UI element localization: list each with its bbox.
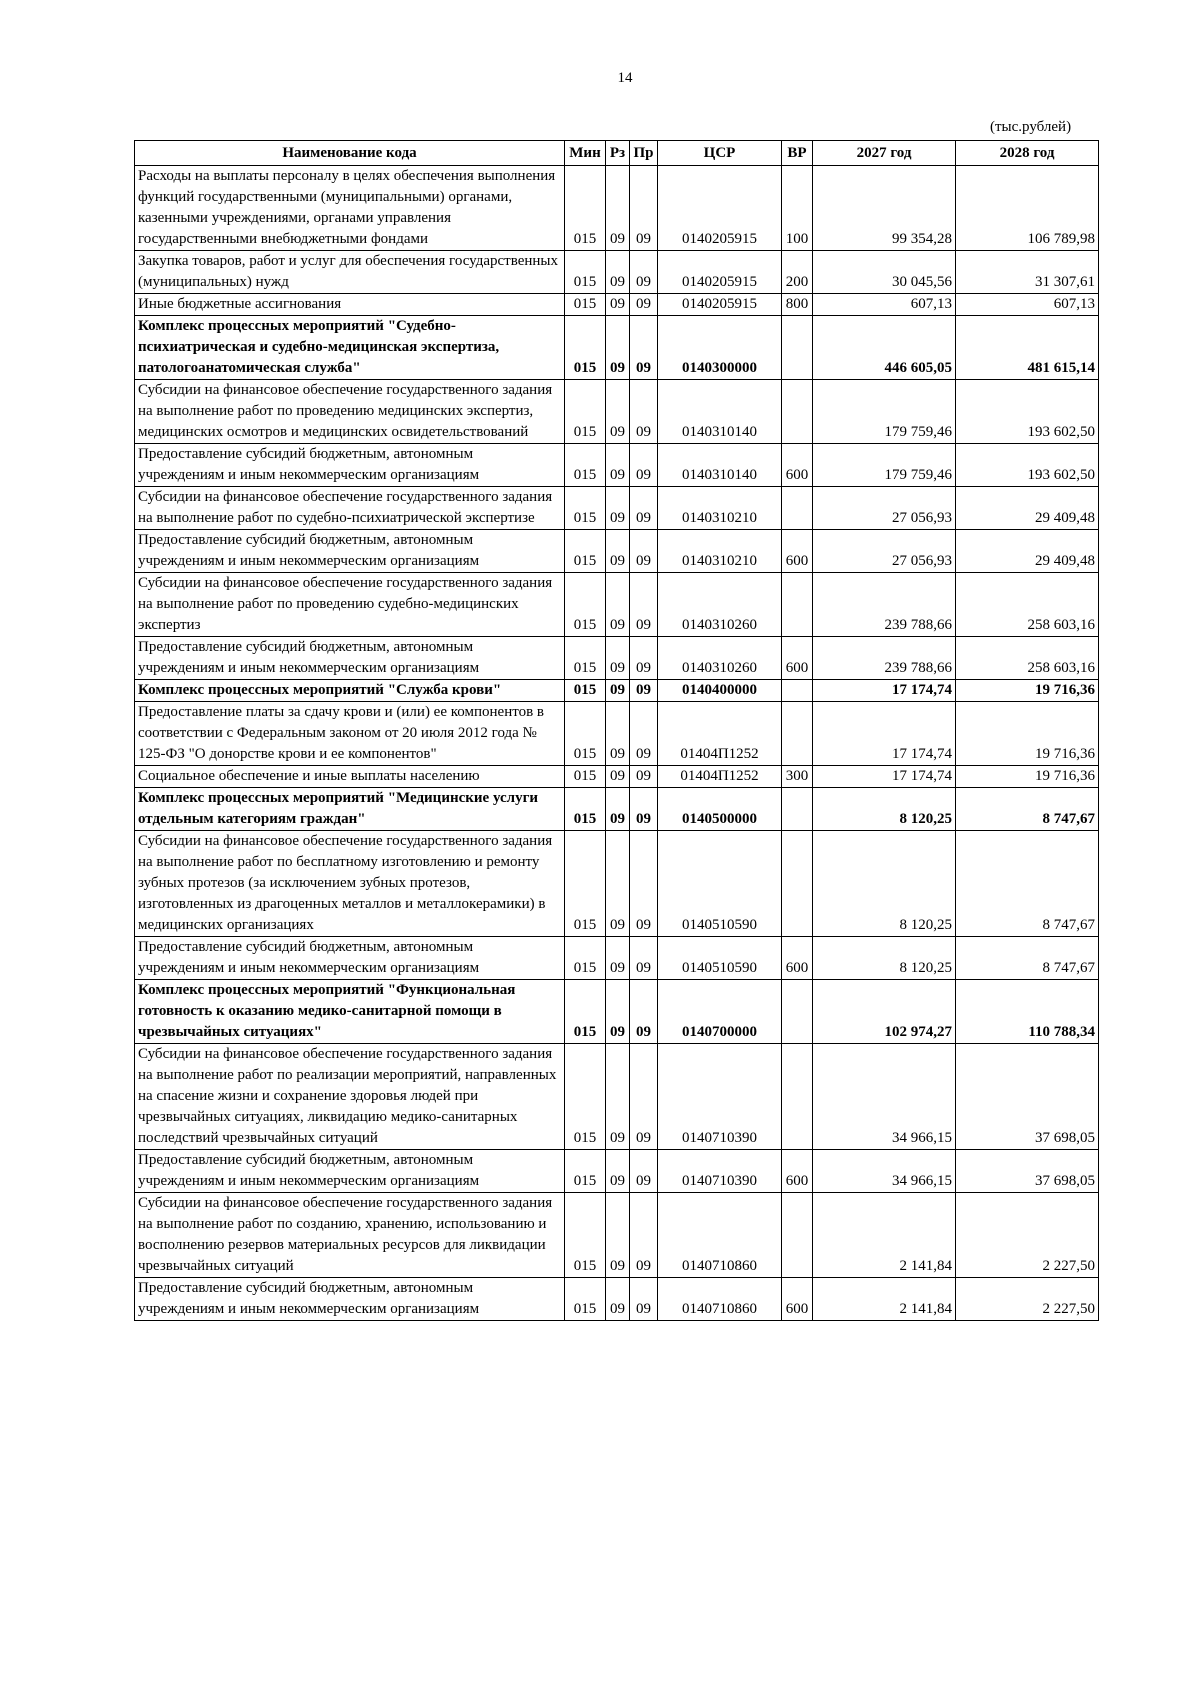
cell-name: Предоставление субсидий бюджетным, автономным учреждениям и иным некоммерческим организациям <box>135 444 565 487</box>
cell-name: Предоставление субсидий бюджетным, автономным учреждениям и иным некоммерческим организациям <box>135 637 565 680</box>
cell-2027: 239 788,66 <box>813 637 956 680</box>
cell-vr <box>782 380 813 444</box>
cell-min: 015 <box>565 937 606 980</box>
cell-pr: 09 <box>630 316 658 380</box>
cell-csr: 0140310210 <box>658 530 782 573</box>
cell-csr: 0140710390 <box>658 1044 782 1150</box>
cell-min: 015 <box>565 251 606 294</box>
cell-name: Субсидии на финансовое обеспечение государственного задания на выполнение работ по реализации мероприятий, направленных на спасение жизни и сохранение здоровья людей при чрезвычайных ситуациях, ликвидацию медико-санитарных последствий чрезвычайных ситуаций <box>135 1044 565 1150</box>
cell-pr: 09 <box>630 380 658 444</box>
cell-name: Комплекс процессных мероприятий "Служба крови" <box>135 680 565 702</box>
cell-min: 015 <box>565 166 606 251</box>
cell-2028: 110 788,34 <box>956 980 1099 1044</box>
table-row <box>135 788 1099 831</box>
cell-name: Субсидии на финансовое обеспечение государственного задания на выполнение работ по бесплатному изготовлению и ремонту зубных протезов (за исключением зубных протезов, изготовленных из драгоценных металлов и металлокерамики) в медицинских организациях <box>135 831 565 937</box>
cell-csr: 0140510590 <box>658 831 782 937</box>
cell-pr: 09 <box>630 637 658 680</box>
cell-vr <box>782 702 813 766</box>
cell-vr: 600 <box>782 530 813 573</box>
cell-2028: 193 602,50 <box>956 444 1099 487</box>
cell-rz: 09 <box>606 380 630 444</box>
cell-rz: 09 <box>606 530 630 573</box>
cell-2027: 179 759,46 <box>813 444 956 487</box>
cell-pr: 09 <box>630 1193 658 1278</box>
cell-2028: 29 409,48 <box>956 487 1099 530</box>
cell-vr <box>782 980 813 1044</box>
cell-2028: 31 307,61 <box>956 251 1099 294</box>
table-row <box>135 530 1099 573</box>
cell-2028: 2 227,50 <box>956 1193 1099 1278</box>
cell-vr <box>782 680 813 702</box>
page-number: 14 <box>617 70 633 86</box>
cell-2027: 179 759,46 <box>813 380 956 444</box>
cell-csr: 0140700000 <box>658 980 782 1044</box>
cell-2028: 8 747,67 <box>956 788 1099 831</box>
cell-rz: 09 <box>606 1193 630 1278</box>
header-csr: ЦСР <box>658 141 782 166</box>
cell-min: 015 <box>565 766 606 788</box>
cell-pr: 09 <box>630 251 658 294</box>
table-row <box>135 380 1099 444</box>
table-row <box>135 444 1099 487</box>
cell-min: 015 <box>565 1278 606 1321</box>
cell-name: Предоставление субсидий бюджетным, автономным учреждениям и иным некоммерческим организациям <box>135 530 565 573</box>
cell-min: 015 <box>565 980 606 1044</box>
cell-pr: 09 <box>630 166 658 251</box>
cell-pr: 09 <box>630 702 658 766</box>
cell-vr <box>782 788 813 831</box>
cell-pr: 09 <box>630 937 658 980</box>
header-min: Мин <box>565 141 606 166</box>
cell-min: 015 <box>565 294 606 316</box>
cell-rz: 09 <box>606 1044 630 1150</box>
cell-rz: 09 <box>606 1278 630 1321</box>
cell-vr <box>782 573 813 637</box>
cell-rz: 09 <box>606 166 630 251</box>
table-header-row <box>135 141 1099 166</box>
cell-csr: 0140310140 <box>658 380 782 444</box>
cell-rz: 09 <box>606 980 630 1044</box>
cell-vr <box>782 831 813 937</box>
cell-2027: 17 174,74 <box>813 766 956 788</box>
cell-pr: 09 <box>630 444 658 487</box>
cell-2027: 102 974,27 <box>813 980 956 1044</box>
cell-2028: 29 409,48 <box>956 530 1099 573</box>
cell-2028: 37 698,05 <box>956 1150 1099 1193</box>
cell-2028: 258 603,16 <box>956 573 1099 637</box>
cell-2027: 446 605,05 <box>813 316 956 380</box>
cell-pr: 09 <box>630 831 658 937</box>
cell-pr: 09 <box>630 573 658 637</box>
cell-min: 015 <box>565 530 606 573</box>
table-row <box>135 316 1099 380</box>
cell-name: Иные бюджетные ассигнования <box>135 294 565 316</box>
cell-name: Предоставление платы за сдачу крови и (или) ее компонентов в соответствии с Федеральным законом от 20 июля 2012 года № 125-ФЗ "О донорстве крови и ее компонентов" <box>135 702 565 766</box>
cell-2028: 19 716,36 <box>956 702 1099 766</box>
cell-min: 015 <box>565 444 606 487</box>
units-label: (тыс.рублей) <box>990 119 1072 135</box>
cell-2027: 8 120,25 <box>813 788 956 831</box>
cell-rz: 09 <box>606 680 630 702</box>
cell-pr: 09 <box>630 766 658 788</box>
header-pr: Пр <box>630 141 658 166</box>
cell-2028: 19 716,36 <box>956 766 1099 788</box>
cell-2028: 481 615,14 <box>956 316 1099 380</box>
budget-table <box>134 140 1099 1321</box>
cell-pr: 09 <box>630 1278 658 1321</box>
cell-csr: 0140510590 <box>658 937 782 980</box>
table-row <box>135 680 1099 702</box>
table-row <box>135 251 1099 294</box>
cell-2027: 27 056,93 <box>813 487 956 530</box>
cell-min: 015 <box>565 680 606 702</box>
cell-2028: 19 716,36 <box>956 680 1099 702</box>
cell-vr: 300 <box>782 766 813 788</box>
cell-rz: 09 <box>606 831 630 937</box>
cell-csr: 0140710390 <box>658 1150 782 1193</box>
table-body <box>135 166 1099 1321</box>
cell-csr: 0140205915 <box>658 294 782 316</box>
cell-2027: 2 141,84 <box>813 1278 956 1321</box>
cell-name: Предоставление субсидий бюджетным, автономным учреждениям и иным некоммерческим организациям <box>135 1278 565 1321</box>
cell-vr: 600 <box>782 937 813 980</box>
cell-rz: 09 <box>606 294 630 316</box>
cell-csr: 0140310260 <box>658 637 782 680</box>
table-row <box>135 1150 1099 1193</box>
cell-name: Закупка товаров, работ и услуг для обеспечения государственных (муниципальных) нужд <box>135 251 565 294</box>
cell-vr <box>782 316 813 380</box>
cell-min: 015 <box>565 1150 606 1193</box>
cell-csr: 0140310140 <box>658 444 782 487</box>
cell-2027: 27 056,93 <box>813 530 956 573</box>
table-row <box>135 1278 1099 1321</box>
cell-2027: 239 788,66 <box>813 573 956 637</box>
cell-pr: 09 <box>630 980 658 1044</box>
cell-csr: 0140310210 <box>658 487 782 530</box>
header-rz: Рз <box>606 141 630 166</box>
cell-vr: 600 <box>782 1278 813 1321</box>
cell-vr: 800 <box>782 294 813 316</box>
cell-min: 015 <box>565 788 606 831</box>
table-row <box>135 937 1099 980</box>
cell-csr: 0140300000 <box>658 316 782 380</box>
cell-rz: 09 <box>606 937 630 980</box>
cell-2027: 2 141,84 <box>813 1193 956 1278</box>
table-row <box>135 1193 1099 1278</box>
cell-name: Расходы на выплаты персоналу в целях обеспечения выполнения функций государственными (муниципальными) органами, казенными учреждениями, органами управления государственными внебюджетными фондами <box>135 166 565 251</box>
cell-rz: 09 <box>606 316 630 380</box>
cell-rz: 09 <box>606 444 630 487</box>
cell-2028: 8 747,67 <box>956 937 1099 980</box>
cell-min: 015 <box>565 1044 606 1150</box>
cell-pr: 09 <box>630 680 658 702</box>
cell-min: 015 <box>565 702 606 766</box>
cell-2028: 37 698,05 <box>956 1044 1099 1150</box>
cell-name: Комплекс процессных мероприятий "Функциональная готовность к оказанию медико-санитарной помощи в чрезвычайных ситуациях" <box>135 980 565 1044</box>
cell-pr: 09 <box>630 294 658 316</box>
cell-2027: 30 045,56 <box>813 251 956 294</box>
table-row <box>135 1044 1099 1150</box>
cell-rz: 09 <box>606 1150 630 1193</box>
table-row <box>135 166 1099 251</box>
cell-name: Субсидии на финансовое обеспечение государственного задания на выполнение работ по судебно-психиатрической экспертизе <box>135 487 565 530</box>
cell-min: 015 <box>565 316 606 380</box>
cell-rz: 09 <box>606 637 630 680</box>
cell-csr: 01404П1252 <box>658 766 782 788</box>
cell-2027: 17 174,74 <box>813 680 956 702</box>
cell-csr: 0140710860 <box>658 1278 782 1321</box>
table-row <box>135 980 1099 1044</box>
cell-vr: 600 <box>782 637 813 680</box>
cell-2027: 607,13 <box>813 294 956 316</box>
cell-csr: 0140205915 <box>658 251 782 294</box>
cell-min: 015 <box>565 487 606 530</box>
cell-vr: 200 <box>782 251 813 294</box>
cell-2027: 17 174,74 <box>813 702 956 766</box>
cell-min: 015 <box>565 380 606 444</box>
header-2027: 2027 год <box>813 141 956 166</box>
cell-name: Социальное обеспечение и иные выплаты населению <box>135 766 565 788</box>
cell-rz: 09 <box>606 788 630 831</box>
header-vr: ВР <box>782 141 813 166</box>
cell-2028: 193 602,50 <box>956 380 1099 444</box>
table-row <box>135 294 1099 316</box>
cell-vr <box>782 1193 813 1278</box>
cell-rz: 09 <box>606 487 630 530</box>
cell-name: Субсидии на финансовое обеспечение государственного задания на выполнение работ по проведению судебно-медицинских экспертиз <box>135 573 565 637</box>
cell-2027: 34 966,15 <box>813 1044 956 1150</box>
cell-min: 015 <box>565 637 606 680</box>
cell-csr: 0140500000 <box>658 788 782 831</box>
cell-csr: 01404П1252 <box>658 702 782 766</box>
cell-vr <box>782 487 813 530</box>
cell-csr: 0140400000 <box>658 680 782 702</box>
cell-2028: 106 789,98 <box>956 166 1099 251</box>
table-row <box>135 637 1099 680</box>
cell-pr: 09 <box>630 530 658 573</box>
table-row <box>135 573 1099 637</box>
cell-csr: 0140205915 <box>658 166 782 251</box>
cell-min: 015 <box>565 1193 606 1278</box>
cell-rz: 09 <box>606 251 630 294</box>
cell-pr: 09 <box>630 487 658 530</box>
cell-csr: 0140710860 <box>658 1193 782 1278</box>
cell-2028: 607,13 <box>956 294 1099 316</box>
header-name: Наименование кода <box>135 141 565 166</box>
cell-name: Субсидии на финансовое обеспечение государственного задания на выполнение работ по созданию, хранению, использованию и восполнению резервов материальных ресурсов для ликвидации чрезвычайных ситуаций <box>135 1193 565 1278</box>
cell-2027: 99 354,28 <box>813 166 956 251</box>
cell-2028: 258 603,16 <box>956 637 1099 680</box>
cell-2027: 8 120,25 <box>813 937 956 980</box>
cell-name: Комплекс процессных мероприятий "Медицинские услуги отдельным категориям граждан" <box>135 788 565 831</box>
cell-vr: 600 <box>782 1150 813 1193</box>
cell-rz: 09 <box>606 766 630 788</box>
table-row <box>135 831 1099 937</box>
cell-name: Предоставление субсидий бюджетным, автономным учреждениям и иным некоммерческим организациям <box>135 1150 565 1193</box>
cell-pr: 09 <box>630 1150 658 1193</box>
cell-2027: 34 966,15 <box>813 1150 956 1193</box>
table-row <box>135 487 1099 530</box>
cell-vr <box>782 1044 813 1150</box>
cell-name: Предоставление субсидий бюджетным, автономным учреждениям и иным некоммерческим организациям <box>135 937 565 980</box>
cell-vr: 600 <box>782 444 813 487</box>
cell-2028: 2 227,50 <box>956 1278 1099 1321</box>
cell-pr: 09 <box>630 1044 658 1150</box>
cell-name: Комплекс процессных мероприятий "Судебно-психиатрическая и судебно-медицинская экспертиза, патологоанатомическая служба" <box>135 316 565 380</box>
cell-min: 015 <box>565 831 606 937</box>
cell-csr: 0140310260 <box>658 573 782 637</box>
header-2028: 2028 год <box>956 141 1099 166</box>
cell-2027: 8 120,25 <box>813 831 956 937</box>
cell-vr: 100 <box>782 166 813 251</box>
cell-min: 015 <box>565 573 606 637</box>
cell-rz: 09 <box>606 573 630 637</box>
cell-pr: 09 <box>630 788 658 831</box>
table-row <box>135 702 1099 766</box>
cell-rz: 09 <box>606 702 630 766</box>
cell-name: Субсидии на финансовое обеспечение государственного задания на выполнение работ по проведению медицинских экспертиз, медицинских осмотров и медицинских освидетельствований <box>135 380 565 444</box>
table-row <box>135 766 1099 788</box>
cell-2028: 8 747,67 <box>956 831 1099 937</box>
